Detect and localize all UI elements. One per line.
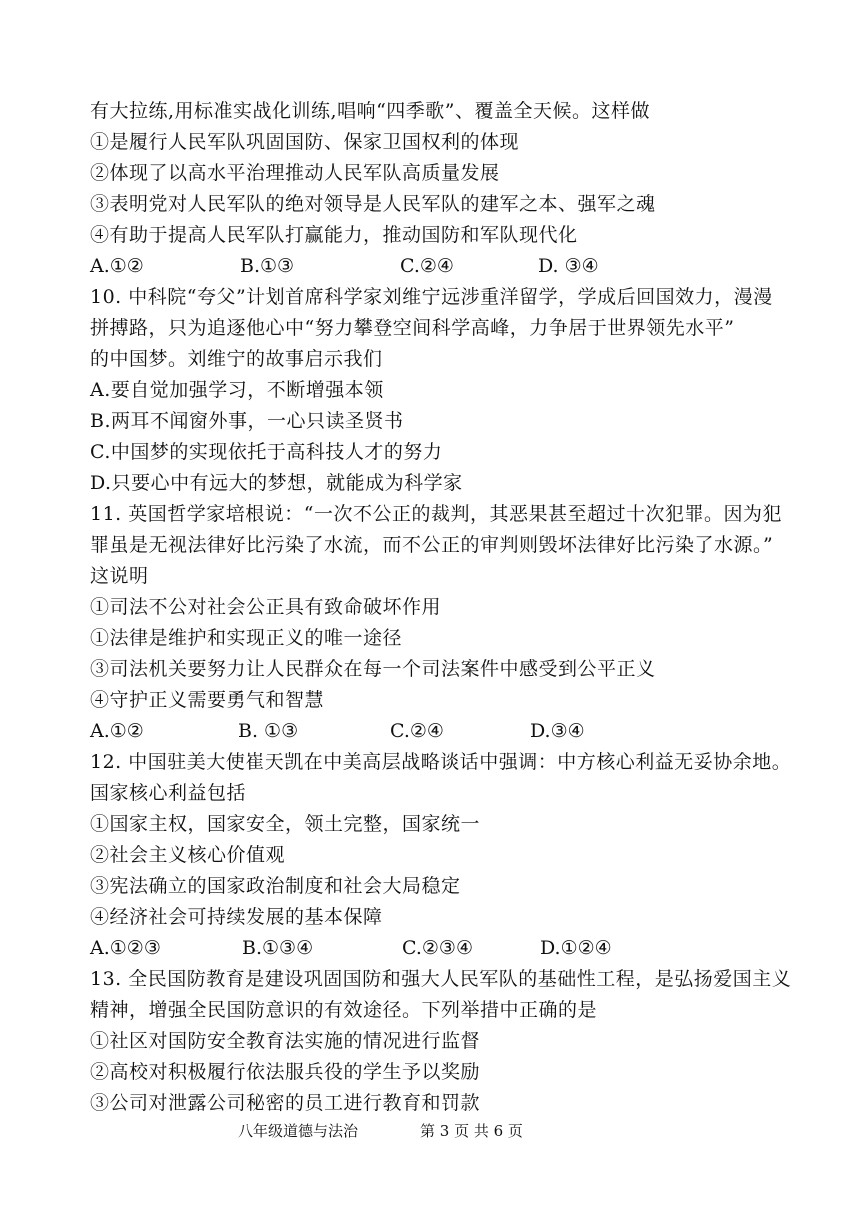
q13-item-1: ①社区对国防安全教育法实施的情况进行监督 [90, 1030, 481, 1052]
q11-item-3: ③司法机关要努力让人民群众在每一个司法案件中感受到公平正义 [90, 658, 656, 680]
q9-item-1: ①是履行人民军队巩固国防、保家卫国权利的体现 [90, 131, 520, 153]
q12-item-3: ③宪法确立的国家政治制度和社会大局稳定 [90, 875, 461, 897]
q12-stem-line-2: 国家核心利益包括 [90, 782, 247, 804]
q11-item-1: ①司法不公对社会公正具有致命破坏作用 [90, 596, 442, 618]
q9-option-b: B.①③ [240, 255, 295, 277]
q13-stem-line-1: 13. 全民国防教育是建设巩固国防和强大人民军队的基础性工程，是弘扬爱国主义 [90, 968, 792, 990]
q10-stem-line-2: 拼搏路，只为追逐他心中“努力攀登空间科学高峰，力争居于世界领先水平” [90, 317, 735, 339]
q11-item-2: ①法律是维护和实现正义的唯一途径 [90, 627, 403, 649]
q11-option-b: B. ①③ [238, 720, 299, 742]
q9-item-2: ②体现了以高水平治理推动人民军队高质量发展 [90, 162, 500, 184]
q10-choice-c: C.中国梦的实现依托于高科技人才的努力 [90, 441, 443, 463]
q12-item-1: ①国家主权，国家安全，领土完整，国家统一 [90, 813, 481, 835]
q9-stem-continuation: 有大拉练,用标准实战化训练,唱响“四季歌”、覆盖全天候。这样做 [90, 100, 651, 122]
q10-stem-line-1: 10. 中科院“夸父”计划首席科学家刘维宁远涉重洋留学，学成后回国效力，漫漫 [90, 286, 773, 308]
q12-stem-line-1: 12. 中国驻美大使崔天凯在中美高层战略谈话中强调：中方核心利益无妥协余地。 [90, 751, 792, 773]
q11-item-4: ④守护正义需要勇气和智慧 [90, 689, 325, 711]
q12-option-c: C.②③④ [402, 937, 473, 959]
q13-item-3: ③公司对泄露公司秘密的员工进行教育和罚款 [90, 1092, 481, 1114]
q11-option-c: C.②④ [390, 720, 444, 742]
q12-option-b: B.①③④ [242, 937, 314, 959]
q11-option-d: D.③④ [530, 720, 585, 742]
q9-option-a: A.①② [90, 255, 144, 277]
q9-item-3: ③表明党对人民军队的绝对领导是人民军队的建军之本、强军之魂 [90, 193, 656, 215]
q12-item-4: ④经济社会可持续发展的基本保障 [90, 906, 383, 928]
q9-option-c: C.②④ [400, 255, 454, 277]
footer-page-number: 第 3 页 共 6 页 [420, 1122, 523, 1140]
q12-item-2: ②社会主义核心价值观 [90, 844, 286, 866]
q10-choice-b: B.两耳不闻窗外事，一心只读圣贤书 [90, 410, 404, 432]
q10-choice-d: D.只要心中有远大的梦想，就能成为科学家 [90, 472, 463, 494]
q10-stem-line-3: 的中国梦。刘维宁的故事启示我们 [90, 348, 383, 370]
q12-option-d: D.①②④ [540, 937, 612, 959]
q13-stem-line-2: 精神，增强全民国防意识的有效途径。下列举措中正确的是 [90, 999, 598, 1021]
q10-choice-a: A.要自觉加强学习，不断增强本领 [90, 379, 384, 401]
q11-option-a: A.①② [90, 720, 144, 742]
q12-option-a: A.①②③ [90, 937, 161, 959]
q9-item-4: ④有助于提高人民军队打赢能力，推动国防和军队现代化 [90, 224, 578, 246]
q11-stem-line-1: 11. 英国哲学家培根说：“一次不公正的裁判，其恶果甚至超过十次犯罪。因为犯 [90, 503, 782, 525]
q9-option-d: D. ③④ [538, 255, 599, 277]
q13-item-2: ②高校对积极履行依法服兵役的学生予以奖励 [90, 1061, 481, 1083]
footer-subject: 八年级道德与法治 [238, 1122, 359, 1140]
q11-stem-line-2: 罪虽是无视法律好比污染了水流，而不公正的审判则毁坏法律好比污染了水源。” [90, 534, 774, 556]
q11-stem-line-3: 这说明 [90, 565, 149, 587]
